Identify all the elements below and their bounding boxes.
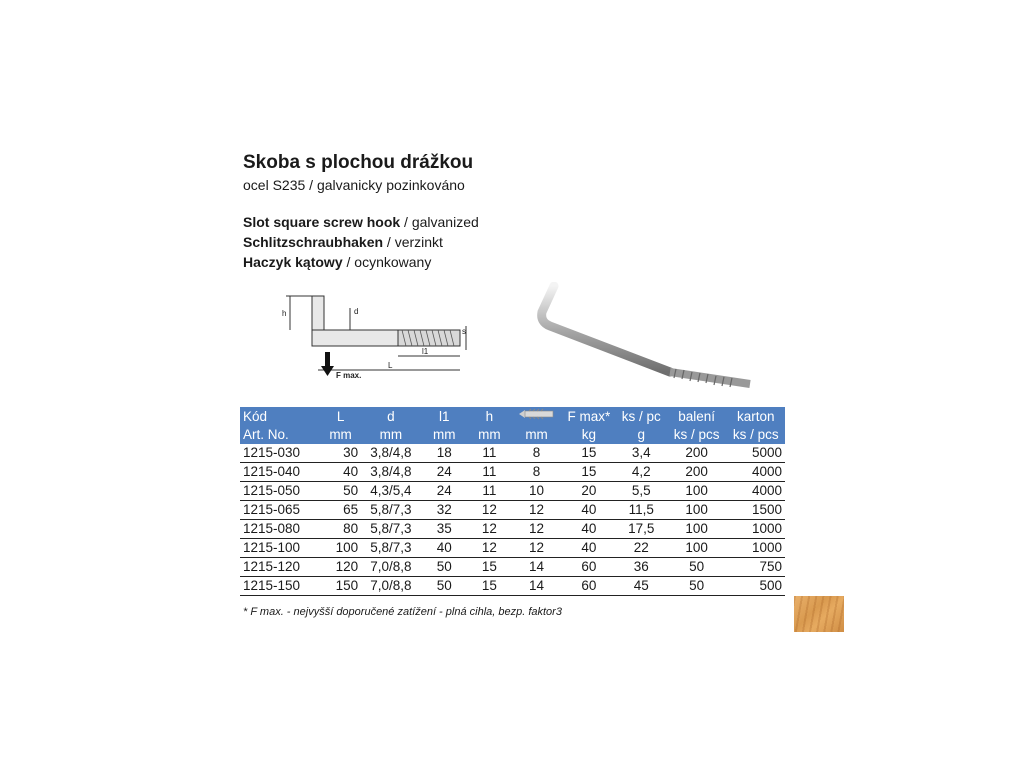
table-cell: 1500 (726, 501, 785, 520)
hook-product-photo (520, 282, 780, 392)
table-cell: 65 (320, 501, 361, 520)
footnote: * F max. - nejvyšší doporučené zatížení - plná cihla, bezp. faktor3 (243, 606, 562, 618)
table-cell: 40 (320, 463, 361, 482)
table-cell: 3,8/4,8 (361, 444, 421, 463)
col-header: ks / pc (616, 407, 667, 426)
col-header: l1 (421, 407, 468, 426)
table-cell: 5,5 (616, 482, 667, 501)
table-cell: 100 (667, 539, 727, 558)
col-header: karton (726, 407, 785, 426)
product-title: Skoba s plochou drážkou (243, 152, 474, 173)
table-cell: 50 (667, 577, 727, 596)
art-no-cell: 1215-100 (240, 539, 320, 558)
table-cell: 40 (421, 539, 468, 558)
table-row (240, 520, 785, 539)
art-no-cell: 1215-050 (240, 482, 320, 501)
table-cell: 12 (511, 520, 562, 539)
table-cell: 120 (320, 558, 361, 577)
table-cell: 5000 (726, 444, 785, 463)
table-cell: 100 (667, 520, 727, 539)
table-cell: 12 (468, 501, 511, 520)
table-cell: 200 (667, 444, 727, 463)
table-cell: 15 (562, 444, 615, 463)
col-unit: mm (421, 426, 468, 444)
col-unit: mm (320, 426, 361, 444)
table-header-row (240, 407, 785, 426)
table-cell: 4,3/5,4 (361, 482, 421, 501)
table-cell: 24 (421, 482, 468, 501)
table-cell: 36 (616, 558, 667, 577)
table-cell: 60 (562, 558, 615, 577)
table-header-row (240, 426, 785, 444)
dim-l1-label: l1 (422, 347, 429, 356)
table-cell: 60 (562, 577, 615, 596)
table-cell: 100 (667, 482, 727, 501)
table-cell: 35 (421, 520, 468, 539)
dim-h-label: h (282, 309, 287, 318)
table-cell: 5,8/7,3 (361, 539, 421, 558)
table-cell: 500 (726, 577, 785, 596)
table-cell: 12 (468, 539, 511, 558)
art-no-cell: 1215-080 (240, 520, 320, 539)
col-header: h (468, 407, 511, 426)
table-cell: 11,5 (616, 501, 667, 520)
table-cell: 40 (562, 520, 615, 539)
table-cell: 4000 (726, 463, 785, 482)
table-cell: 12 (511, 539, 562, 558)
table-cell: 11 (468, 482, 511, 501)
table-cell: 10 (511, 482, 562, 501)
table-row (240, 444, 785, 463)
dim-d-label: d (354, 307, 359, 316)
table-row (240, 482, 785, 501)
table-cell: 50 (421, 558, 468, 577)
table-cell: 40 (562, 501, 615, 520)
product-subtitle: ocel S235 / galvanicky pozinkováno (243, 177, 465, 193)
table-cell: 4000 (726, 482, 785, 501)
table-cell: 5,8/7,3 (361, 501, 421, 520)
lang-line-pl: Haczyk kątowy / ocynkowany (243, 254, 432, 270)
art-no-cell: 1215-040 (240, 463, 320, 482)
table-cell: 22 (616, 539, 667, 558)
table-cell: 50 (667, 558, 727, 577)
col-unit: mm (361, 426, 421, 444)
table-cell: 200 (667, 463, 727, 482)
col-header: balení (667, 407, 727, 426)
table-cell: 24 (421, 463, 468, 482)
table-cell: 7,0/8,8 (361, 577, 421, 596)
table-row (240, 501, 785, 520)
table-cell: 17,5 (616, 520, 667, 539)
table-cell: 750 (726, 558, 785, 577)
table-cell: 100 (667, 501, 727, 520)
table-cell: 14 (511, 577, 562, 596)
art-no-cell: 1215-065 (240, 501, 320, 520)
table-row (240, 577, 785, 596)
table-cell: 15 (562, 463, 615, 482)
table-cell: 8 (511, 463, 562, 482)
table-cell: 11 (468, 444, 511, 463)
table-cell: 15 (468, 558, 511, 577)
col-unit: mm (468, 426, 511, 444)
table-cell: 150 (320, 577, 361, 596)
table-cell: 3,8/4,8 (361, 463, 421, 482)
table-row (240, 539, 785, 558)
table-cell: 30 (320, 444, 361, 463)
col-unit: mm (511, 426, 562, 444)
col-unit: ks / pcs (667, 426, 727, 444)
table-cell: 40 (562, 539, 615, 558)
table-cell: 15 (468, 577, 511, 596)
col-unit: kg (562, 426, 615, 444)
table-row (240, 558, 785, 577)
wood-material-swatch (794, 596, 844, 632)
table-cell: 8 (511, 444, 562, 463)
col-header: F max* (562, 407, 615, 426)
col-header: Kód (240, 407, 320, 426)
table-cell: 4,2 (616, 463, 667, 482)
table-cell: 100 (320, 539, 361, 558)
art-no-cell: 1215-120 (240, 558, 320, 577)
table-cell: 45 (616, 577, 667, 596)
table-cell: 18 (421, 444, 468, 463)
col-header: d (361, 407, 421, 426)
table-cell: 50 (421, 577, 468, 596)
dim-L-label: L (388, 361, 393, 370)
table-cell: 50 (320, 482, 361, 501)
table-cell: 3,4 (616, 444, 667, 463)
table-cell: 80 (320, 520, 361, 539)
anchor-dowel-icon (511, 407, 562, 426)
lang-line-de: Schlitzschraubhaken / verzinkt (243, 234, 443, 250)
spec-table (240, 407, 785, 596)
col-unit: Art. No. (240, 426, 320, 444)
hook-technical-drawing (280, 290, 480, 385)
table-cell: 1000 (726, 539, 785, 558)
dim-s-label: s (462, 327, 466, 336)
table-cell: 7,0/8,8 (361, 558, 421, 577)
table-cell: 20 (562, 482, 615, 501)
table-cell: 14 (511, 558, 562, 577)
col-unit: ks / pcs (726, 426, 785, 444)
col-unit: g (616, 426, 667, 444)
dim-fmax-label: F max. (336, 371, 362, 380)
art-no-cell: 1215-150 (240, 577, 320, 596)
col-header: L (320, 407, 361, 426)
art-no-cell: 1215-030 (240, 444, 320, 463)
table-cell: 12 (468, 520, 511, 539)
table-cell: 1000 (726, 520, 785, 539)
table-cell: 11 (468, 463, 511, 482)
table-cell: 5,8/7,3 (361, 520, 421, 539)
table-cell: 12 (511, 501, 562, 520)
table-row (240, 463, 785, 482)
table-cell: 32 (421, 501, 468, 520)
lang-line-en: Slot square screw hook / galvanized (243, 214, 479, 230)
